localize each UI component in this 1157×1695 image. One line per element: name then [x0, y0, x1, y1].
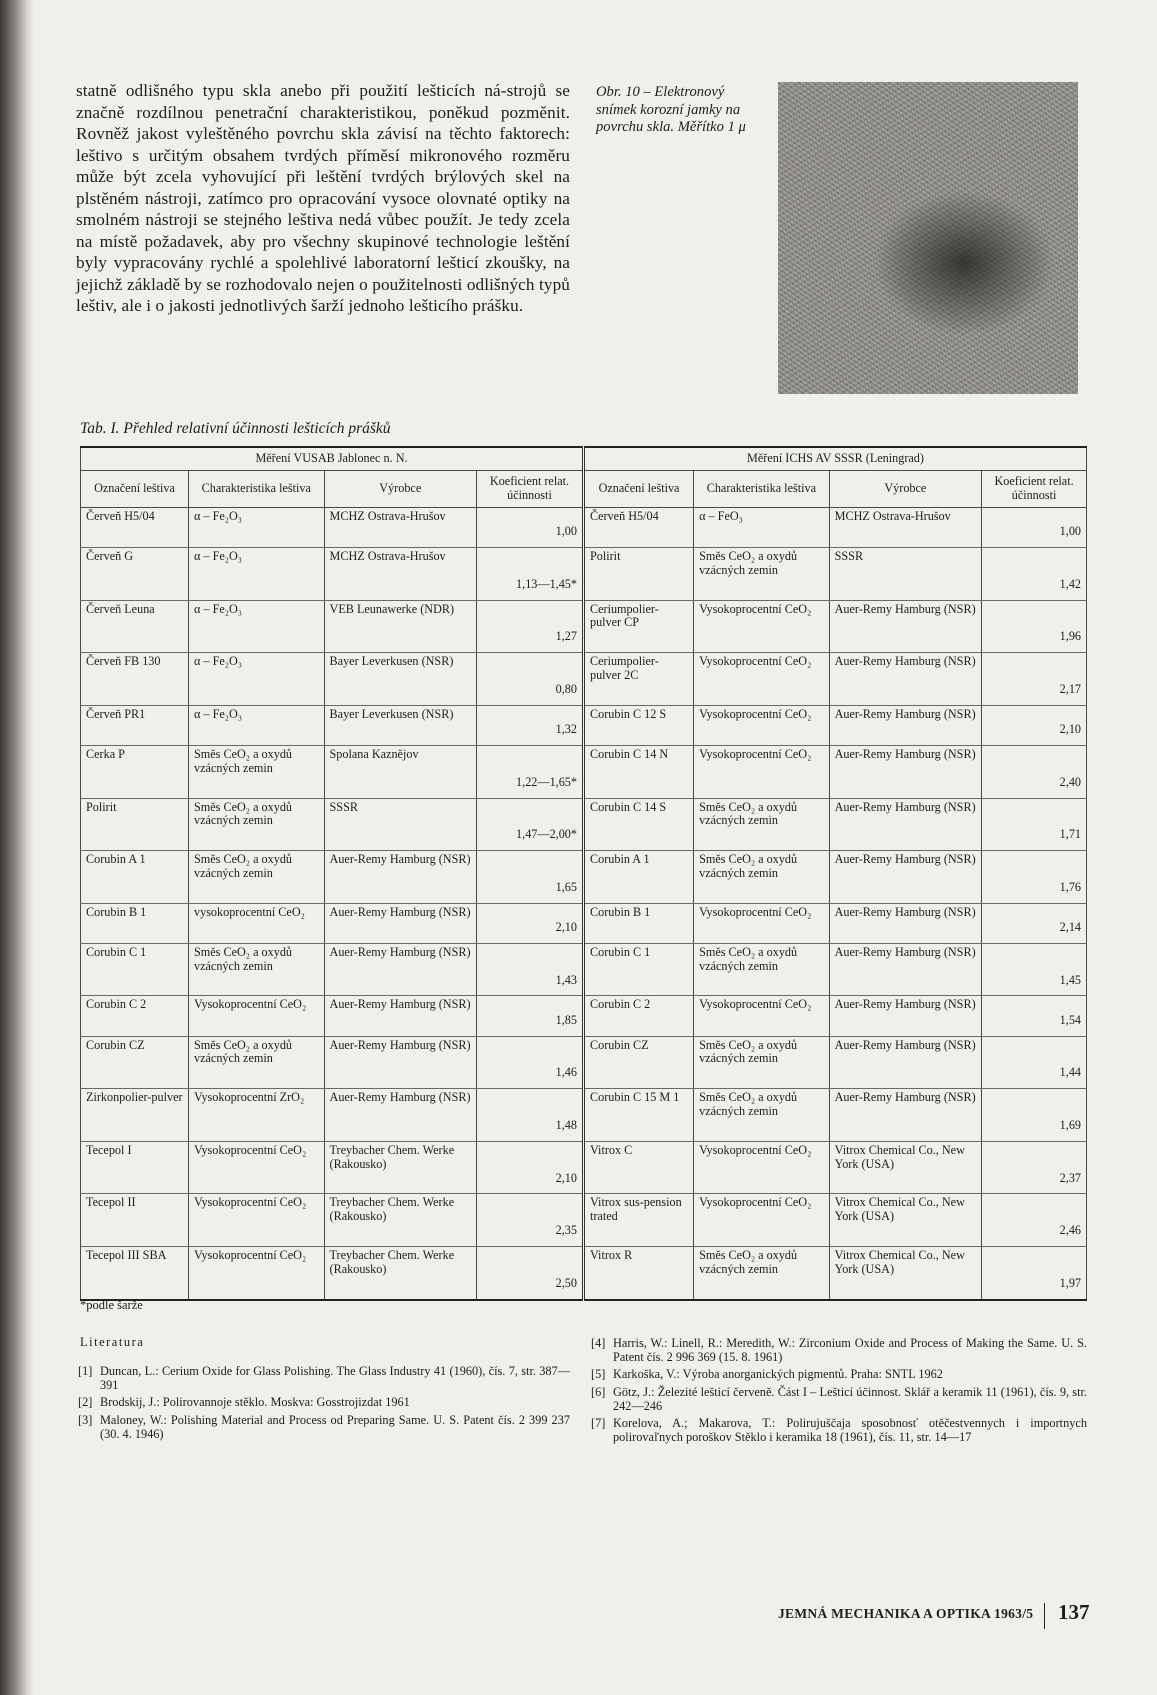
- designation-cell: Polirit: [583, 548, 693, 601]
- coefficient-cell: 1,85: [477, 996, 584, 1036]
- manufacturer-cell: Auer-Remy Hamburg (NSR): [829, 903, 981, 943]
- characteristic-cell: Směs CeO₂ a oxydů vzácných zemin: [189, 745, 325, 798]
- reference-number: [5]: [591, 1367, 606, 1382]
- manufacturer-cell: Auer-Remy Hamburg (NSR): [829, 705, 981, 745]
- reference-text: Harris, W.: Linell, R.: Meredith, W.: Zirconium Oxide and Process of Making the Same. U. S. Patent čís. 2 996 369 (15. 8. 1961): [613, 1336, 1087, 1365]
- manufacturer-cell: Auer-Remy Hamburg (NSR): [324, 903, 476, 943]
- reference-item: [78, 1413, 570, 1441]
- manufacturer-cell: Treybacher Chem. Werke (Rakousko): [324, 1247, 476, 1301]
- manufacturer-cell: Auer-Remy Hamburg (NSR): [829, 1089, 981, 1142]
- designation-cell: Corubin A 1: [583, 851, 693, 904]
- column-header: Koeficient relat. účinnosti: [477, 471, 584, 508]
- characteristic-cell: α – Fe₂O₃: [189, 600, 325, 653]
- coefficient-cell: 1,71: [982, 798, 1087, 851]
- reference-number: [2]: [78, 1395, 93, 1410]
- coefficient-cell: 1,32: [477, 705, 584, 745]
- table-row: [81, 1247, 1087, 1301]
- manufacturer-cell: Auer-Remy Hamburg (NSR): [829, 1036, 981, 1089]
- electron-micrograph-image: [778, 82, 1078, 394]
- coefficient-cell: 1,44: [982, 1036, 1087, 1089]
- designation-cell: Ceriumpolier-pulver 2C: [583, 653, 693, 706]
- manufacturer-cell: Vitrox Chemical Co., New York (USA): [829, 1141, 981, 1194]
- reference-item: [591, 1385, 1087, 1413]
- characteristic-cell: Vysokoprocentní ZrO₂: [189, 1089, 325, 1142]
- manufacturer-cell: Spolana Kaznějov: [324, 745, 476, 798]
- manufacturer-cell: MCHZ Ostrava-Hrušov: [324, 548, 476, 601]
- manufacturer-cell: Auer-Remy Hamburg (NSR): [829, 653, 981, 706]
- designation-cell: Červeň H5/04: [583, 508, 693, 548]
- reference-number: [1]: [78, 1364, 93, 1378]
- coefficient-cell: 2,10: [982, 705, 1087, 745]
- coefficient-cell: 2,10: [477, 1141, 584, 1194]
- characteristic-cell: vysokoprocentní CeO₂: [189, 903, 325, 943]
- coefficient-cell: 1,96: [982, 600, 1087, 653]
- designation-cell: Corubin C 12 S: [583, 705, 693, 745]
- column-header: Charakteristika leštiva: [694, 471, 830, 508]
- table-footnote: *podle šarže: [80, 1298, 143, 1312]
- manufacturer-cell: Auer-Remy Hamburg (NSR): [324, 996, 476, 1036]
- coefficient-cell: 2,35: [477, 1194, 584, 1247]
- column-header: Označení leštiva: [583, 471, 693, 508]
- column-header: Koeficient relat. účinnosti: [982, 471, 1087, 508]
- designation-cell: Tecepol III SBA: [81, 1247, 189, 1301]
- characteristic-cell: Směs CeO₂ a oxydů vzácných zemin: [694, 851, 830, 904]
- characteristic-cell: α – FeO₃: [694, 508, 830, 548]
- manufacturer-cell: Auer-Remy Hamburg (NSR): [324, 851, 476, 904]
- reference-item: [78, 1395, 570, 1409]
- characteristic-cell: Směs CeO₂ a oxydů vzácných zemin: [189, 943, 325, 996]
- coefficient-cell: 1,54: [982, 996, 1087, 1036]
- table-row: [81, 600, 1087, 653]
- designation-cell: Vitrox R: [583, 1247, 693, 1301]
- reference-text: Brodskij, J.: Polirovannoje stěklo. Moskva: Gosstrojizdat 1961: [100, 1395, 410, 1410]
- designation-cell: Červeň FB 130: [81, 653, 189, 706]
- designation-cell: Ceriumpolier-pulver CP: [583, 600, 693, 653]
- table-row: [81, 745, 1087, 798]
- designation-cell: Corubin C 2: [583, 996, 693, 1036]
- table-row: [81, 943, 1087, 996]
- coefficient-cell: 2,40: [982, 745, 1087, 798]
- coefficient-cell: 1,45: [982, 943, 1087, 996]
- characteristic-cell: α – Fe₂O₃: [189, 548, 325, 601]
- manufacturer-cell: Auer-Remy Hamburg (NSR): [829, 943, 981, 996]
- group-header-left: Měření VUSAB Jablonec n. N.: [81, 447, 584, 471]
- reference-text: Karkoška, V.: Výroba anorganických pigmentů. Praha: SNTL 1962: [613, 1367, 943, 1382]
- designation-cell: Corubin CZ: [583, 1036, 693, 1089]
- reference-item: [78, 1364, 570, 1392]
- table-row: [81, 1089, 1087, 1142]
- coefficient-cell: 1,97: [982, 1247, 1087, 1301]
- coefficient-cell: 1,27: [477, 600, 584, 653]
- designation-cell: Zirkonpolier-pulver: [81, 1089, 189, 1142]
- column-header: Označení leštiva: [81, 471, 189, 508]
- designation-cell: Corubin B 1: [81, 903, 189, 943]
- coefficient-cell: 0,80: [477, 653, 584, 706]
- reference-text: Maloney, W.: Polishing Material and Process od Preparing Same. U. S. Patent čís. 2 399 237 (30. 4. 1946): [100, 1412, 570, 1441]
- manufacturer-cell: Auer-Remy Hamburg (NSR): [829, 745, 981, 798]
- coefficient-cell: 1,43: [477, 943, 584, 996]
- characteristic-cell: Vysokoprocentní CeO₂: [694, 653, 830, 706]
- characteristic-cell: Vysokoprocentní CeO₂: [189, 1141, 325, 1194]
- table-row: [81, 851, 1087, 904]
- figure-caption: Obr. 10 – Elektronový snímek korozní jamky na povrchu skla. Měřítko 1 μ: [596, 84, 746, 135]
- characteristic-cell: Směs CeO₂ a oxydů vzácných zemin: [694, 1036, 830, 1089]
- characteristic-cell: Směs CeO₂ a oxydů vzácných zemin: [189, 798, 325, 851]
- coefficient-cell: 1,13—1,45*: [477, 548, 584, 601]
- coefficient-cell: 1,69: [982, 1089, 1087, 1142]
- characteristic-cell: Vysokoprocentní CeO₂: [694, 996, 830, 1036]
- designation-cell: Corubin B 1: [583, 903, 693, 943]
- reference-text: Götz, J.: Železité lešticí červeně. Část I – Lešticí účinnost. Sklář a keramik 11 (1961), čís. 9, str. 242—246: [613, 1384, 1087, 1413]
- coefficient-cell: 1,42: [982, 548, 1087, 601]
- table-row: [81, 903, 1087, 943]
- column-header: Charakteristika leštiva: [189, 471, 325, 508]
- reference-text: Korelova, A.; Makarova, T.: Polirujuščaja sposobnosť otěčestvennych i importnych polirovaľnych poroškov Stěklo i keramika 18 (1961), čís. 11, str. 14—17: [613, 1416, 1087, 1445]
- manufacturer-cell: MCHZ Ostrava-Hrušov: [324, 508, 476, 548]
- manufacturer-cell: Treybacher Chem. Werke (Rakousko): [324, 1141, 476, 1194]
- manufacturer-cell: Auer-Remy Hamburg (NSR): [829, 798, 981, 851]
- coefficient-cell: 2,10: [477, 903, 584, 943]
- manufacturer-cell: SSSR: [324, 798, 476, 851]
- designation-cell: Corubin CZ: [81, 1036, 189, 1089]
- table-title: Tab. I. Přehled relativní účinnosti lešticích prášků: [80, 420, 391, 437]
- characteristic-cell: α – Fe₂O₃: [189, 508, 325, 548]
- designation-cell: Červeň H5/04: [81, 508, 189, 548]
- characteristic-cell: Směs CeO₂ a oxydů vzácných zemin: [694, 798, 830, 851]
- designation-cell: Vitrox C: [583, 1141, 693, 1194]
- characteristic-cell: Vysokoprocentní CeO₂: [189, 1247, 325, 1301]
- reference-number: [3]: [78, 1412, 93, 1427]
- reference-list-left: [78, 1364, 570, 1444]
- manufacturer-cell: Bayer Leverkusen (NSR): [324, 653, 476, 706]
- designation-cell: Corubin C 14 N: [583, 745, 693, 798]
- article-paragraph: statně odlišného typu skla anebo při použití lešticích ná-strojů se značně rozdílnou penetrační charakteristikou, poněkud pozměnit. Rovněž jakost vyleštěného povrchu skla závisí na těchto faktorech: leštivo s určitým obsahem tvrdých příměsí mikronového rozměru může být zcela vyhovující při leštění tvrdých brýlových skel na plstěném nástroji, zatímco pro opracování vysoce olovnaté optiky na smolném nástroji se stejného leštiva nedá vůbec použít. Je tedy zcela na místě požadavek, aby pro všechny skupinové technologie leštění byly vypracovány rychlé a spolehlivé laboratorní lešticí zkoušky, na jejichž základě by se rozhodovalo nejen o použitelnosti odlišných typů leštiv, ale i o jakosti jednotlivých šarží jednoho lešticího prášku.: [76, 81, 570, 315]
- designation-cell: Tecepol II: [81, 1194, 189, 1247]
- characteristic-cell: Směs CeO₂ a oxydů vzácných zemin: [189, 1036, 325, 1089]
- characteristic-cell: Vysokoprocentní CeO₂: [694, 1194, 830, 1247]
- manufacturer-cell: Auer-Remy Hamburg (NSR): [829, 996, 981, 1036]
- manufacturer-cell: Vitrox Chemical Co., New York (USA): [829, 1247, 981, 1301]
- coefficient-cell: 1,46: [477, 1036, 584, 1089]
- coefficient-cell: 2,14: [982, 903, 1087, 943]
- manufacturer-cell: MCHZ Ostrava-Hrušov: [829, 508, 981, 548]
- reference-number: [6]: [591, 1384, 606, 1399]
- characteristic-cell: α – Fe₂O₃: [189, 705, 325, 745]
- manufacturer-cell: Auer-Remy Hamburg (NSR): [829, 851, 981, 904]
- journal-footer: JEMNÁ MECHANIKA A OPTIKA 1963/5: [778, 1606, 1034, 1621]
- coefficient-cell: 2,46: [982, 1194, 1087, 1247]
- characteristic-cell: Vysokoprocentní CeO₂: [694, 903, 830, 943]
- literature-heading: Literatura: [80, 1335, 145, 1349]
- designation-cell: Corubin C 2: [81, 996, 189, 1036]
- designation-cell: Vitrox sus-pension trated: [583, 1194, 693, 1247]
- designation-cell: Červeň G: [81, 548, 189, 601]
- table-body: [81, 508, 1087, 1301]
- manufacturer-cell: Auer-Remy Hamburg (NSR): [324, 943, 476, 996]
- column-header: Výrobce: [829, 471, 981, 508]
- table-row: [81, 798, 1087, 851]
- reference-item: [591, 1416, 1087, 1444]
- characteristic-cell: α – Fe₂O₃: [189, 653, 325, 706]
- manufacturer-cell: SSSR: [829, 548, 981, 601]
- manufacturer-cell: Vitrox Chemical Co., New York (USA): [829, 1194, 981, 1247]
- coefficient-cell: 2,17: [982, 653, 1087, 706]
- reference-item: [591, 1336, 1087, 1364]
- polishing-powder-table: [80, 446, 1087, 1301]
- manufacturer-cell: Bayer Leverkusen (NSR): [324, 705, 476, 745]
- characteristic-cell: Vysokoprocentní CeO₂: [189, 1194, 325, 1247]
- reference-list-right: [591, 1336, 1087, 1447]
- characteristic-cell: Směs CeO₂ a oxydů vzácných zemin: [694, 1247, 830, 1301]
- manufacturer-cell: Auer-Remy Hamburg (NSR): [324, 1036, 476, 1089]
- characteristic-cell: Vysokoprocentní CeO₂: [694, 1141, 830, 1194]
- designation-cell: Corubin C 1: [583, 943, 693, 996]
- reference-item: [591, 1367, 1087, 1381]
- coefficient-cell: 1,48: [477, 1089, 584, 1142]
- designation-cell: Polirit: [81, 798, 189, 851]
- table-row: [81, 1036, 1087, 1089]
- coefficient-cell: 2,37: [982, 1141, 1087, 1194]
- coefficient-cell: 1,22—1,65*: [477, 745, 584, 798]
- characteristic-cell: Směs CeO₂ a oxydů vzácných zemin: [694, 548, 830, 601]
- table-row: [81, 705, 1087, 745]
- coefficient-cell: 1,00: [477, 508, 584, 548]
- table-row: [81, 996, 1087, 1036]
- characteristic-cell: Vysokoprocentní CeO₂: [189, 996, 325, 1036]
- table-row: [81, 508, 1087, 548]
- coefficient-cell: 1,47—2,00*: [477, 798, 584, 851]
- designation-cell: Corubin C 1: [81, 943, 189, 996]
- page-number: 137: [1058, 1600, 1090, 1624]
- characteristic-cell: Vysokoprocentní CeO₂: [694, 705, 830, 745]
- page-binding-shadow: [0, 0, 34, 1695]
- characteristic-cell: Vysokoprocentní CeO₂: [694, 600, 830, 653]
- coefficient-cell: 1,76: [982, 851, 1087, 904]
- coefficient-cell: 1,00: [982, 508, 1087, 548]
- table-row: [81, 1141, 1087, 1194]
- designation-cell: Tecepol I: [81, 1141, 189, 1194]
- table-row: [81, 1194, 1087, 1247]
- table-row: [81, 653, 1087, 706]
- designation-cell: Corubin C 15 M 1: [583, 1089, 693, 1142]
- designation-cell: Červeň Leuna: [81, 600, 189, 653]
- coefficient-cell: 1,65: [477, 851, 584, 904]
- group-header-right: Měření ICHS AV SSSR (Leningrad): [583, 447, 1086, 471]
- characteristic-cell: Směs CeO₂ a oxydů vzácných zemin: [189, 851, 325, 904]
- characteristic-cell: Směs CeO₂ a oxydů vzácných zemin: [694, 1089, 830, 1142]
- footer-divider: [1044, 1603, 1045, 1629]
- manufacturer-cell: Auer-Remy Hamburg (NSR): [324, 1089, 476, 1142]
- designation-cell: Cerka P: [81, 745, 189, 798]
- designation-cell: Corubin A 1: [81, 851, 189, 904]
- reference-text: Duncan, L.: Cerium Oxide for Glass Polishing. The Glass Industry 41 (1960), čís. 7, str. 387—391: [100, 1364, 570, 1393]
- coefficient-cell: 2,50: [477, 1247, 584, 1301]
- manufacturer-cell: Treybacher Chem. Werke (Rakousko): [324, 1194, 476, 1247]
- manufacturer-cell: Auer-Remy Hamburg (NSR): [829, 600, 981, 653]
- reference-number: [7]: [591, 1416, 606, 1431]
- manufacturer-cell: VEB Leunawerke (NDR): [324, 600, 476, 653]
- designation-cell: Corubin C 14 S: [583, 798, 693, 851]
- characteristic-cell: Směs CeO₂ a oxydů vzácných zemin: [694, 943, 830, 996]
- designation-cell: Červeň PR1: [81, 705, 189, 745]
- characteristic-cell: Vysokoprocentní CeO₂: [694, 745, 830, 798]
- reference-number: [4]: [591, 1336, 606, 1350]
- table-row: [81, 548, 1087, 601]
- column-header: Výrobce: [324, 471, 476, 508]
